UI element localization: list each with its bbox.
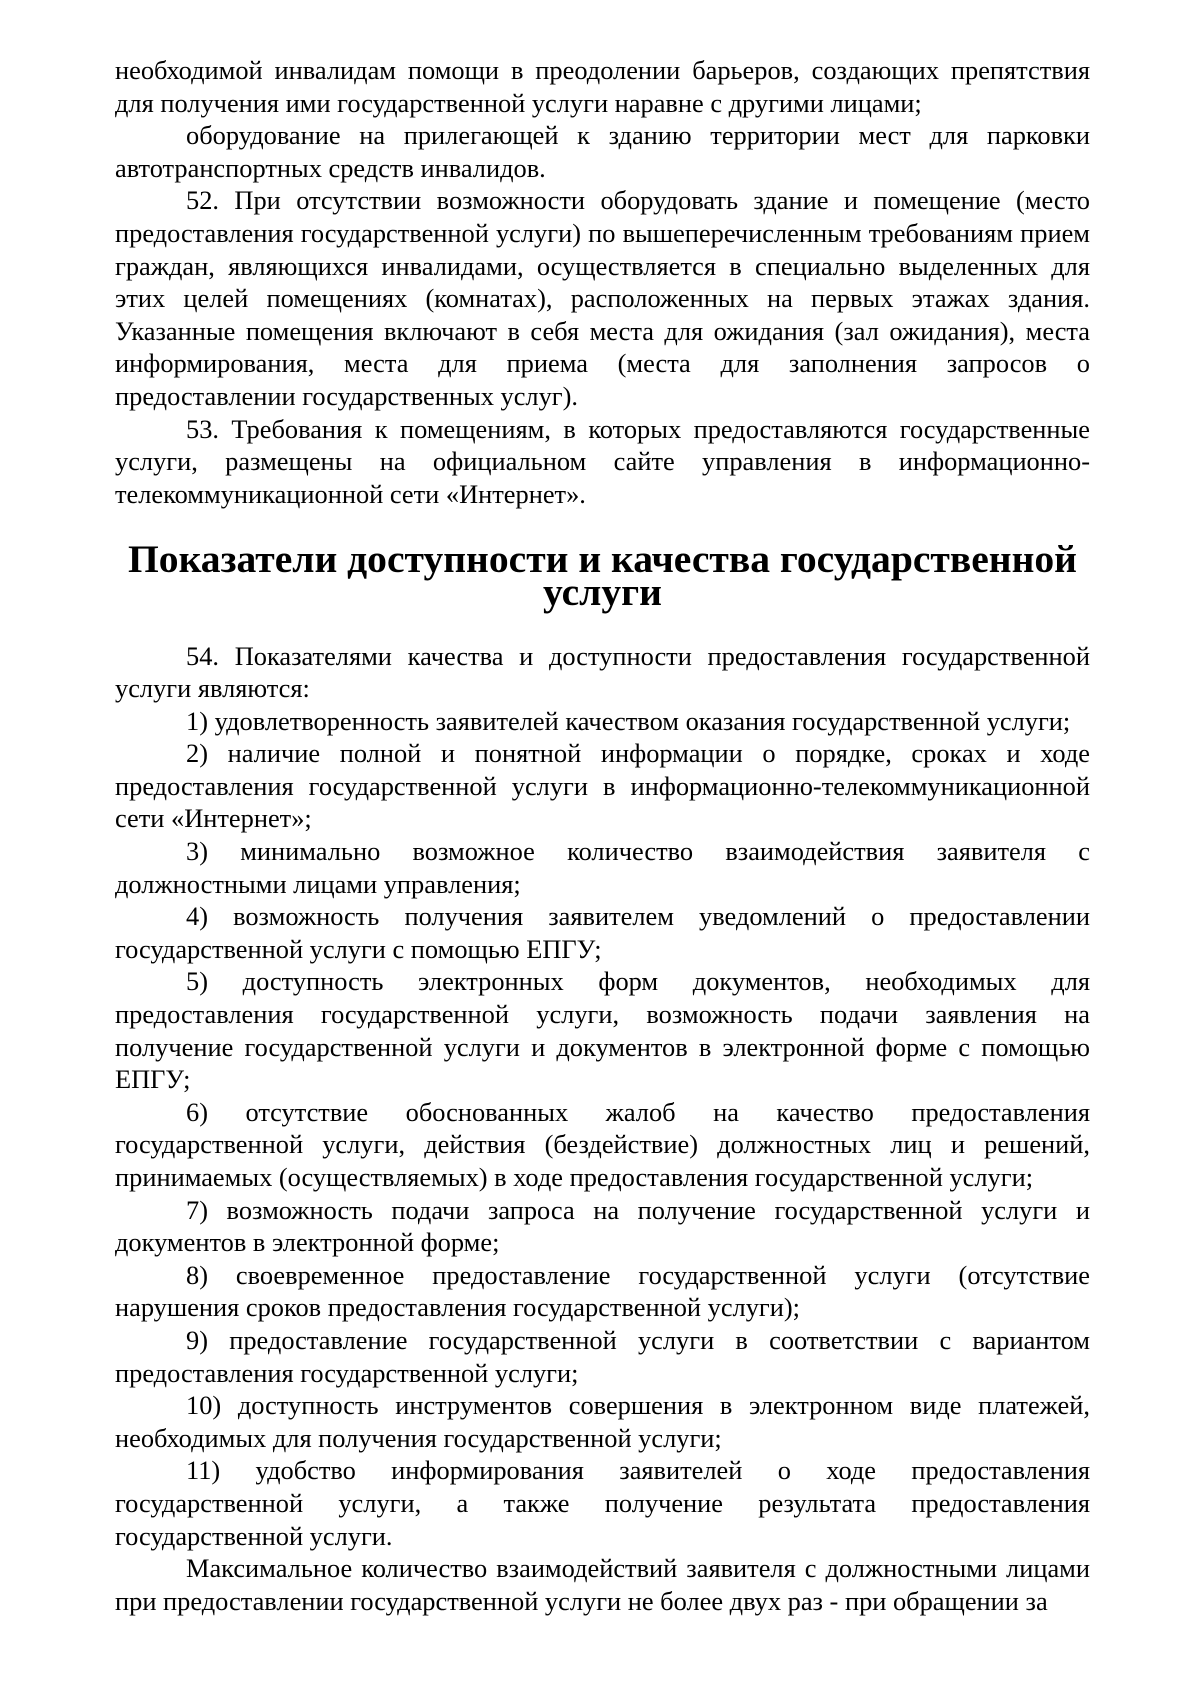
list-item-4: 4) возможность получения заявителем уведомлений о предоставлении государственной услуги с помощью ЕПГУ;	[115, 901, 1090, 964]
paragraph-52: 52. При отсутствии возможности оборудовать здание и помещение (место предоставления государственной услуги) по вышеперечисленным требованиям прием граждан, являющихся инвалидами, осуществляется в специально выделенных для этих целей помещениях (комнатах), расположенных на первых этажах здания. Указанные помещения включают в себя места для ожидания (зал ожидания), места информирования, места для приема (места для заполнения запросов о предоставлении государственных услуг).	[115, 185, 1090, 411]
paragraph-max-interactions: Максимальное количество взаимодействий заявителя с должностными лицами при предоставлении государственной услуги не более двух раз - при обращении за	[115, 1553, 1090, 1616]
paragraph-parking: оборудование на прилегающей к зданию территории мест для парковки автотранспортных средств инвалидов.	[115, 120, 1090, 183]
paragraph-continuation: необходимой инвалидам помощи в преодолении барьеров, создающих препятствия для получения ими государственной услуги наравне с другими лицами;	[115, 55, 1090, 118]
paragraph-53: 53. Требования к помещениям, в которых предоставляются государственные услуги, размещены на официальном сайте управления в информационно-телекоммуникационной сети «Интернет».	[115, 413, 1090, 509]
list-item-9: 9) предоставление государственной услуги в соответствии с вариантом предоставления государственной услуги;	[115, 1324, 1090, 1388]
list-item-10: 10) доступность инструментов совершения в электронном виде платежей, необходимых для получения государственной услуги;	[115, 1390, 1090, 1453]
list-item-3: 3) минимально возможное количество взаимодействия заявителя с должностными лицами управления;	[115, 836, 1090, 899]
document-page	[115, 54, 1090, 1617]
list-item-6: 6) отсутствие обоснованных жалоб на качество предоставления государственной услуги, действия (бездействие) должностных лиц и решений, принимаемых (осуществляемых) в ходе предоставления государственной услуги;	[115, 1096, 1090, 1192]
list-item-11: 11) удобство информирования заявителей о ходе предоставления государственной услуги, а также получение результата предоставления государственной услуги.	[115, 1455, 1090, 1551]
list-item-1: 1) удовлетворенность заявителей качеством оказания государственной услуги;	[186, 705, 1071, 736]
list-item-5: 5) доступность электронных форм документов, необходимых для предоставления государственной услуги, возможность подачи заявления на получение государственной услуги и документов в электронной форме с помощью ЕПГУ;	[115, 966, 1090, 1095]
list-item-8: 8) своевременное предоставление государственной услуги (отсутствие нарушения сроков предоставления государственной услуги);	[115, 1259, 1090, 1323]
section-heading: Показатели доступности и качества государственной услуги	[128, 537, 1077, 614]
paragraph-54: 54. Показателями качества и доступности предоставления государственной услуги являются:	[115, 640, 1090, 704]
list-item-7: 7) возможность подачи запроса на получение государственной услуги и документов в электронной форме;	[115, 1194, 1090, 1258]
list-item-2: 2) наличие полной и понятной информации о порядке, сроках и ходе предоставления государственной услуги в информационно-телекоммуникационной сети «Интернет»;	[115, 738, 1090, 834]
